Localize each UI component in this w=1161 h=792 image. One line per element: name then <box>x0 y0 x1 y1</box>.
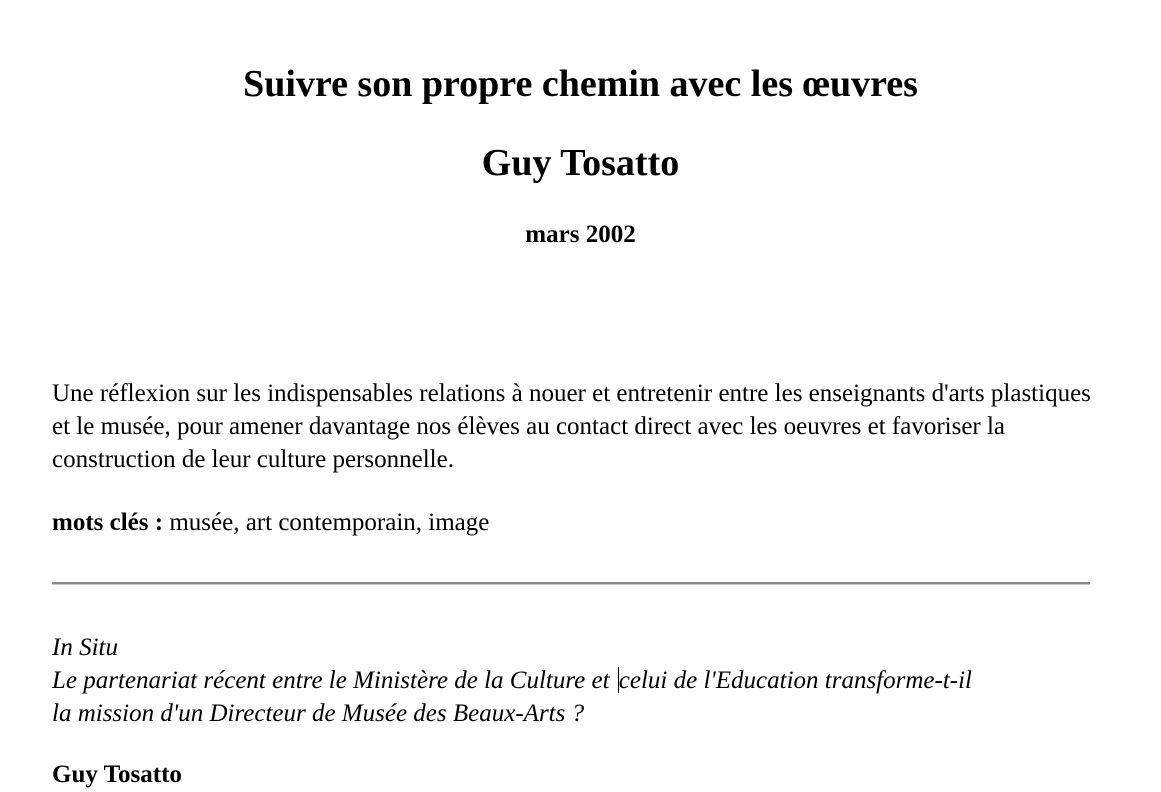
intro-line-1: In Situ <box>52 634 118 661</box>
author-heading: Guy Tosatto <box>481 142 680 184</box>
signature-heading: Guy Tosatto <box>52 761 182 788</box>
intro-line-2-end: celui de l'Education transforme-t-il <box>618 667 972 694</box>
date-heading: mars 2002 <box>525 221 636 248</box>
intro-line-3: la mission d'un Directeur de Musée des Beaux-Arts ? <box>52 700 585 727</box>
abstract-paragraph: Une réflexion sur les indispensables relations à nouer et entretenir entre les enseignants d'arts plastiques et le musée, pour amener davantage nos élèves au contact direct avec les oeuvres et favoriser la construction de leur culture personnelle. <box>52 380 1091 473</box>
page-title: Suivre son propre chemin avec les œuvres <box>243 63 918 105</box>
keywords-value: musée, art contemporain, image <box>163 509 490 536</box>
intro-paragraph[interactable] <box>52 631 1102 730</box>
keywords-line <box>52 506 1102 539</box>
horizontal-divider <box>52 582 1090 585</box>
intro-line-2-start: Le partenariat récent entre le Ministère de la Culture et <box>52 667 616 694</box>
keywords-label: mots clés : <box>52 509 164 536</box>
intro-line-2 <box>52 664 1102 697</box>
